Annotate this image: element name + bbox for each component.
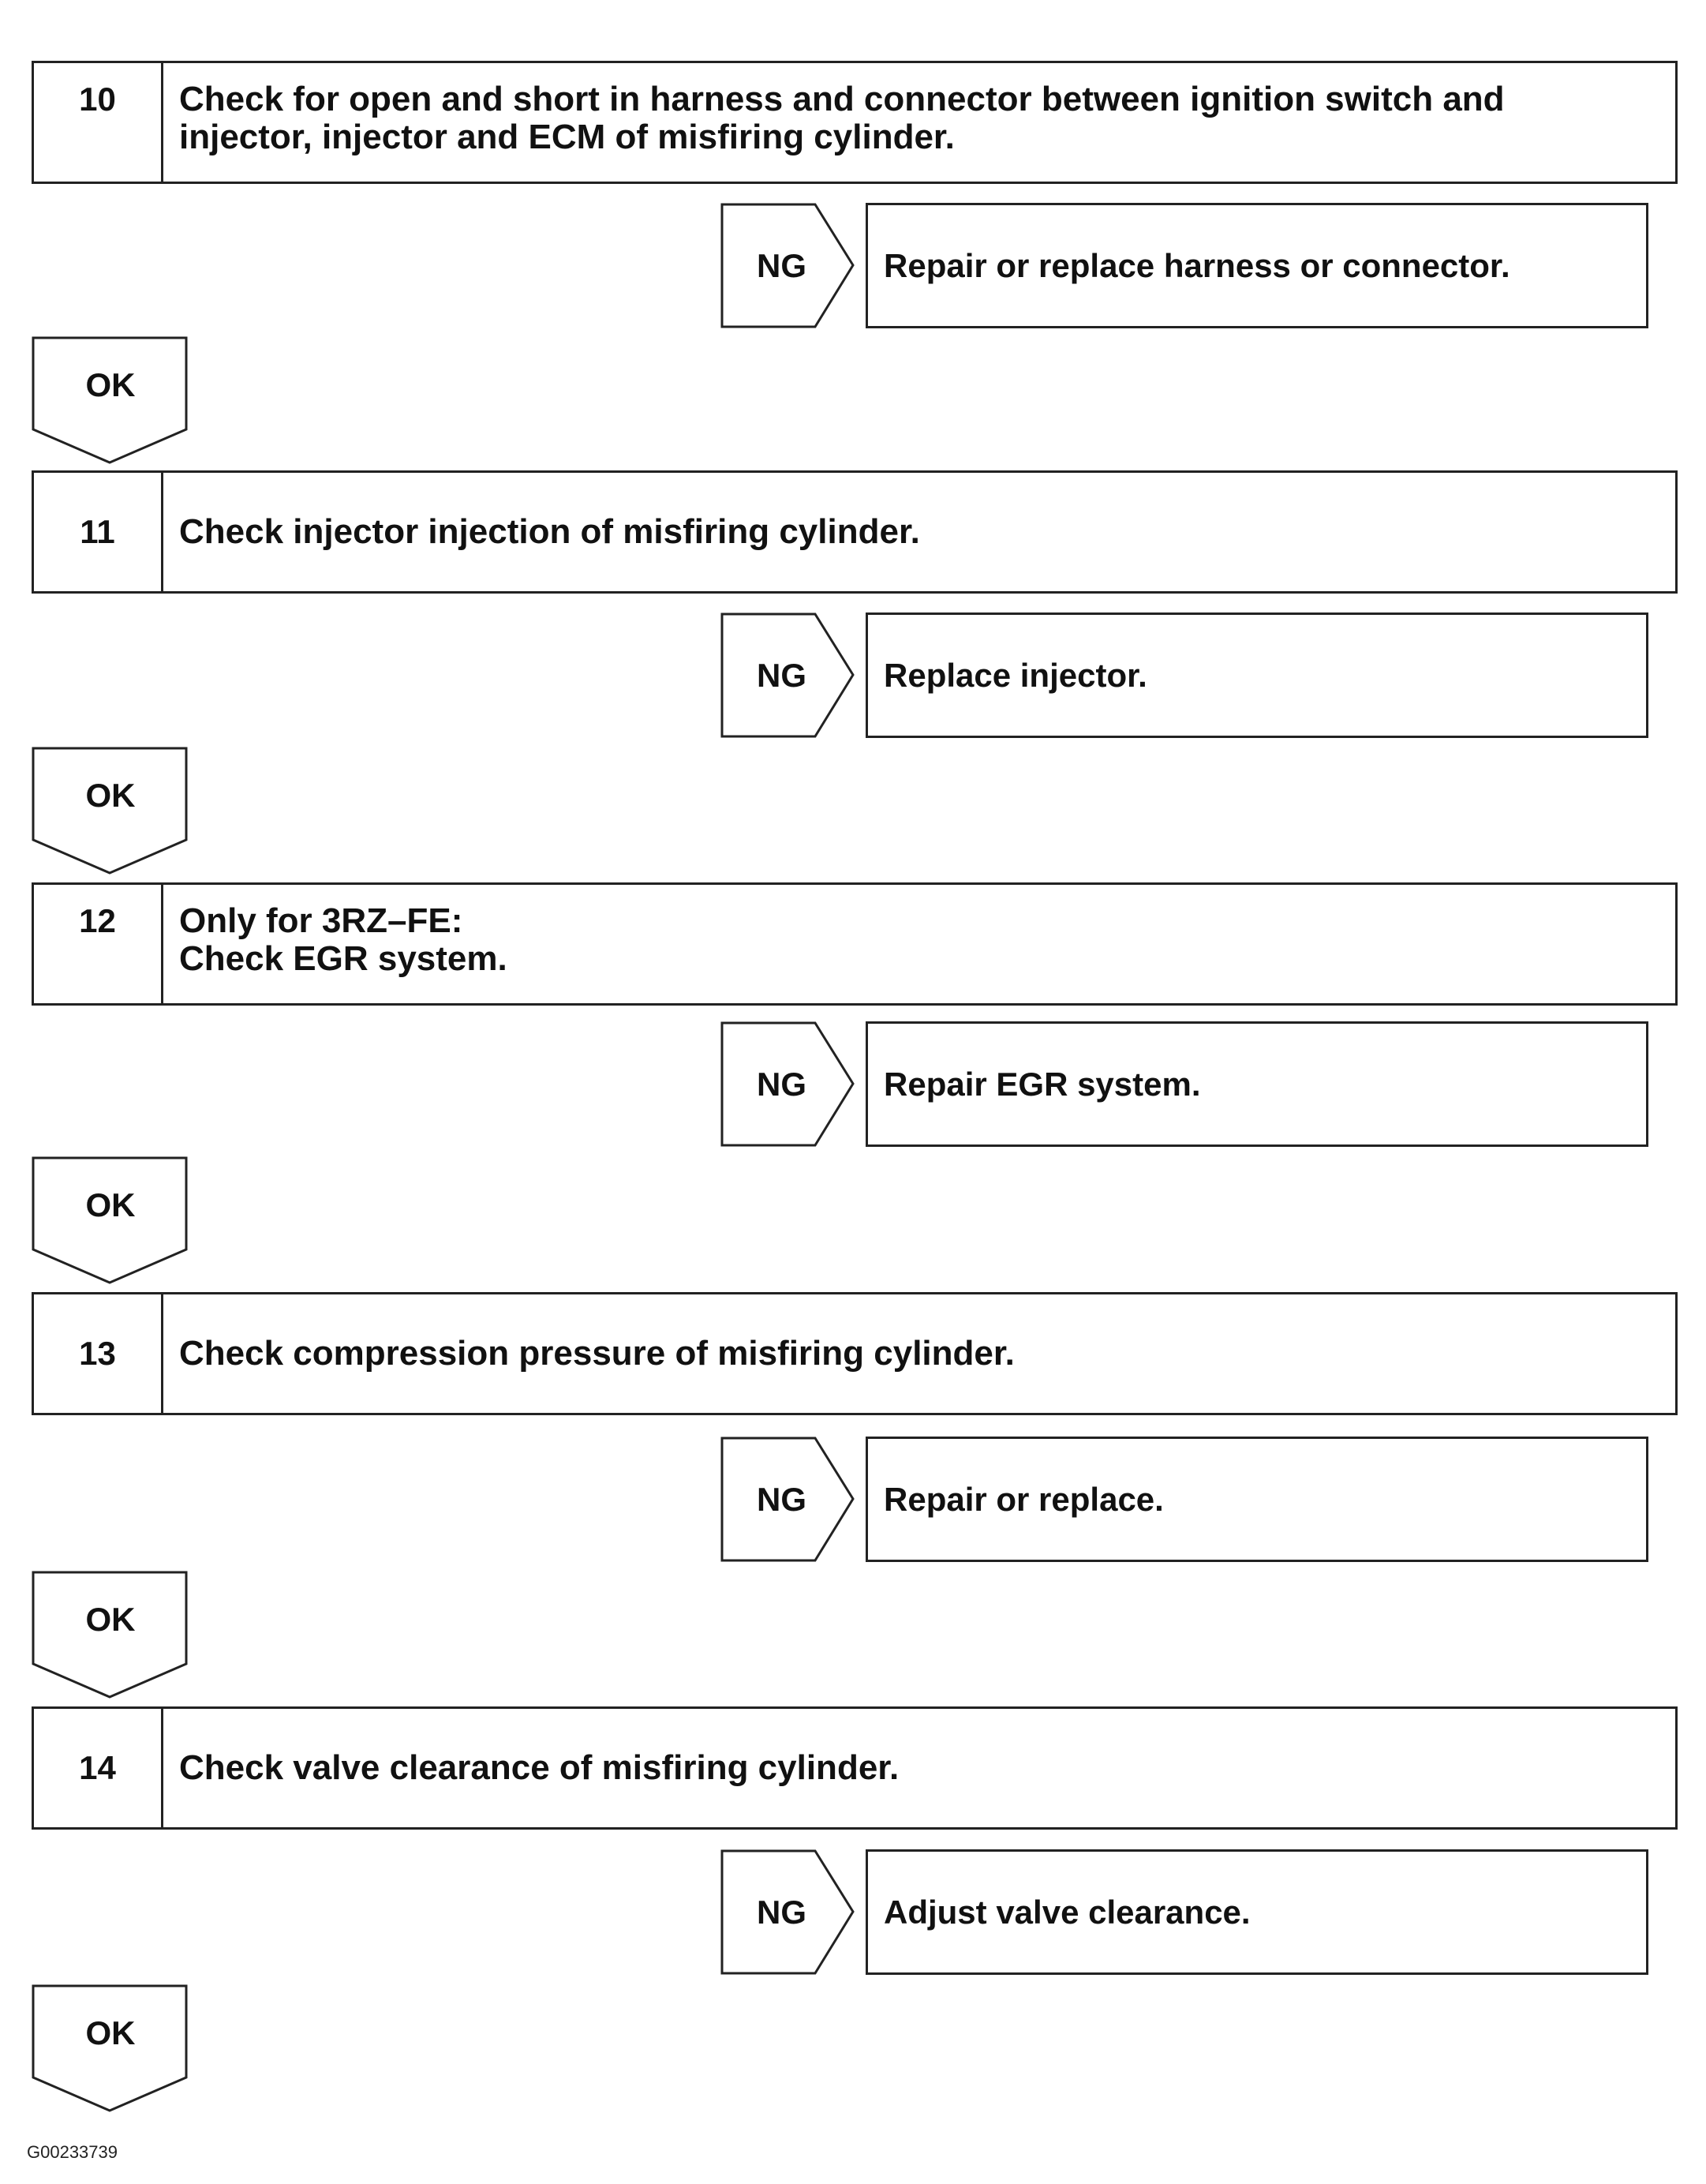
ng-action-box xyxy=(866,612,1648,738)
ng-action-box xyxy=(866,203,1648,328)
ng-label: NG xyxy=(757,246,806,284)
step-14-ng-branch xyxy=(720,1849,1648,1975)
ok-label: OK xyxy=(85,1601,136,1638)
step-number: 14 xyxy=(34,1709,163,1827)
ng-label: NG xyxy=(757,1480,806,1518)
step-13-ng-branch xyxy=(720,1437,1648,1562)
step-10-ng-branch xyxy=(720,203,1648,328)
ng-action-text: Repair EGR system. xyxy=(884,1065,1201,1103)
step-11-box xyxy=(32,470,1678,594)
step-14-ok-arrow xyxy=(32,1984,189,2114)
step-13-ok-arrow xyxy=(32,1571,189,1700)
step-10-box xyxy=(32,61,1678,184)
step-12-ok-arrow xyxy=(32,1156,189,1286)
step-description: Check for open and short in harness and connector between ignition switch and injector, injector and ECM of misfiring cylinder. xyxy=(179,80,1505,156)
ng-action-text: Repair or replace. xyxy=(884,1480,1164,1518)
ng-action-box xyxy=(866,1437,1648,1562)
ng-label: NG xyxy=(757,1893,806,1931)
step-14-box xyxy=(32,1706,1678,1830)
step-description: Check valve clearance of misfiring cylinder. xyxy=(179,1748,900,1787)
step-number: 13 xyxy=(34,1294,163,1413)
step-12-ng-branch xyxy=(720,1021,1648,1147)
ng-action-text: Adjust valve clearance. xyxy=(884,1893,1251,1931)
ng-action-box xyxy=(866,1021,1648,1147)
step-11-ok-arrow xyxy=(32,747,189,876)
step-number: 10 xyxy=(34,63,163,182)
ok-label: OK xyxy=(85,2014,136,2051)
step-number: 12 xyxy=(34,885,163,1003)
step-12-box xyxy=(32,882,1678,1006)
ok-label: OK xyxy=(85,777,136,814)
ng-label: NG xyxy=(757,1065,806,1103)
step-description: Check injector injection of misfiring cylinder. xyxy=(179,512,920,551)
step-description: Check compression pressure of misfiring cylinder. xyxy=(179,1334,1015,1373)
step-number: 11 xyxy=(34,473,163,591)
step-11-ng-branch xyxy=(720,612,1648,738)
ok-label: OK xyxy=(85,1186,136,1223)
step-13-box xyxy=(32,1292,1678,1415)
ng-action-text: Repair or replace harness or connector. xyxy=(884,246,1510,284)
step-10-ok-arrow xyxy=(32,336,189,466)
ok-label: OK xyxy=(85,366,136,403)
step-description: Only for 3RZ–FE: Check EGR system. xyxy=(179,901,507,978)
ng-action-box xyxy=(866,1849,1648,1975)
ng-label: NG xyxy=(757,656,806,694)
ng-action-text: Replace injector. xyxy=(884,656,1147,694)
figure-id: G00233739 xyxy=(27,2142,118,2162)
